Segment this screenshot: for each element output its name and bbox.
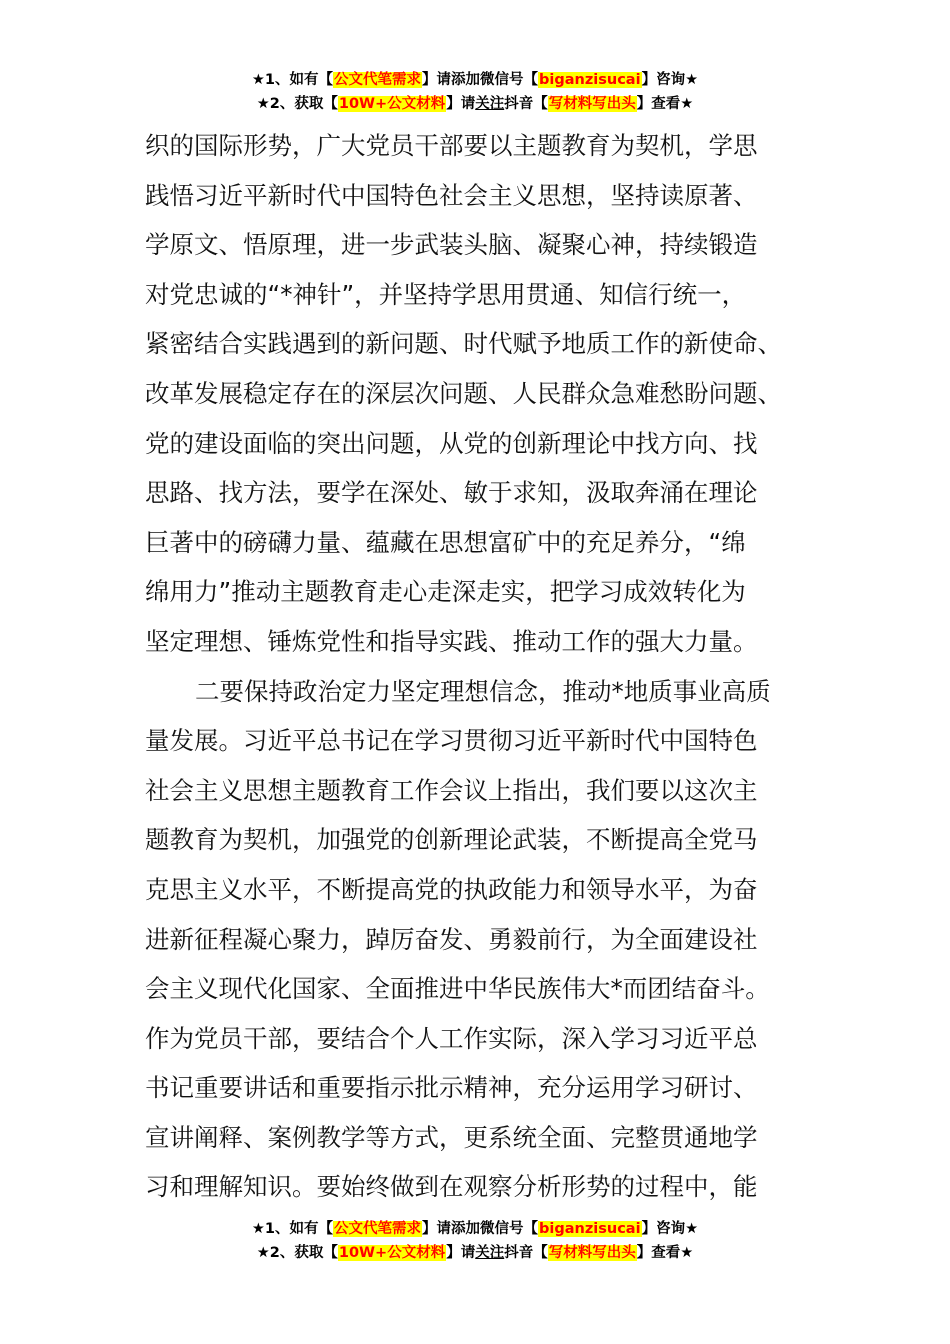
banner-line-2 (0, 1241, 950, 1265)
banner-text: 微信号【 (480, 1221, 539, 1237)
banner-text: 抖音【 (504, 96, 548, 112)
text-line: 会主义现代化国家、全面推进中华民族伟大*而团结奋斗。 (145, 974, 770, 1004)
text-line: 践悟习近平新时代中国特色社会主义思想，坚持读原著、 (145, 180, 758, 210)
text-line: 坚定理想、锤炼党性和指导实践、推动工作的强大力量。 (145, 626, 758, 656)
highlight-douyin-account: 写材料写出头 (548, 96, 636, 112)
highlight-service: 公文代笔需求 (334, 72, 422, 88)
highlight-materials: 10W+公文材料 (338, 96, 446, 112)
text-line: 学原文、悟原理，进一步武装头脑、凝聚心神，持续锻造 (145, 230, 758, 260)
text-line: 量发展。习近平总书记在学习贯彻习近平新时代中国特色 (145, 726, 758, 756)
banner-text: 微信号【 (480, 72, 539, 88)
document-body (145, 121, 805, 1212)
text-line: 进新征程凝心聚力，踔厉奋发、勇毅前行，为全面建设社 (145, 924, 758, 954)
banner-text: 】请 (446, 96, 476, 112)
highlight-service: 公文代笔需求 (334, 1221, 422, 1237)
banner-text: 关注 (475, 1245, 505, 1261)
text-line: 习和理解知识。要始终做到在观察分析形势的过程中，能 (145, 1172, 758, 1202)
text-line: 宣讲阐释、案例教学等方式，更系统全面、完整贯通地学 (145, 1122, 758, 1152)
paragraph-start-line: 二要保持政治定力坚定理想信念，推动*地质事业高质 (195, 676, 771, 706)
text-line: 党的建设面临的突出问题，从党的创新理论中找方向、找 (145, 428, 758, 458)
text-line: 巨著中的磅礴力量、蕴藏在思想富矿中的充足养分，“绵 (145, 527, 746, 557)
banner-text: ★1、如有【 (251, 1221, 334, 1237)
text-line: 改革发展稳定存在的深层次问题、人民群众急难愁盼问题、 (145, 378, 782, 408)
banner-text: 加 (465, 72, 481, 88)
text-line: 克思主义水平，不断提高党的执政能力和领导水平，为奋 (145, 874, 758, 904)
banner-line-2 (0, 92, 950, 116)
banner-text: 】请 (446, 1245, 476, 1261)
banner-text: 】查看★ (636, 1245, 694, 1261)
text-line: 织的国际形势，广大党员干部要以主题教育为契机，学思 (145, 131, 758, 160)
banner-text: 】咨询★ (641, 72, 699, 88)
header-banner (0, 68, 950, 116)
highlight-wechat-id: biganzisucai (539, 72, 641, 88)
banner-text: 关注 (475, 96, 505, 112)
text-line: 思路、找方法，要学在深处、敏于求知，汲取奔涌在理论 (145, 478, 758, 508)
highlight-wechat-id: biganzisucai (539, 1221, 641, 1237)
text-line: 题教育为契机，加强党的创新理论武装，不断提高全党马 (145, 825, 758, 855)
banner-text: ★2、获取【 (256, 1245, 338, 1261)
banner-text: ★1、如有【 (251, 72, 334, 88)
banner-line-1 (0, 68, 950, 92)
text-line: 社会主义思想主题教育工作会议上指出，我们要以这次主 (145, 775, 758, 805)
banner-text: 抖音【 (504, 1245, 548, 1261)
text-line: 绵用力”推动主题教育走心走深走实，把学习成效转化为 (145, 577, 746, 607)
banner-text: ★2、获取【 (256, 96, 338, 112)
banner-text: 】查看★ (636, 96, 694, 112)
footer-banner (0, 1217, 950, 1265)
banner-text: 】请添 (422, 1221, 466, 1237)
highlight-douyin-account: 写材料写出头 (548, 1245, 636, 1261)
text-line: 对党忠诚的“*神针”，并坚持学思用贯通、知信行统一， (145, 279, 747, 309)
text-line: 书记重要讲话和重要指示批示精神，充分运用学习研讨、 (145, 1073, 758, 1103)
banner-text: 加 (465, 1221, 481, 1237)
banner-text: 】请添 (422, 72, 466, 88)
banner-text: 】咨询★ (641, 1221, 699, 1237)
text-line: 作为党员干部，要结合个人工作实际，深入学习习近平总 (145, 1023, 758, 1053)
highlight-materials: 10W+公文材料 (338, 1245, 446, 1261)
text-line: 紧密结合实践遇到的新问题、时代赋予地质工作的新使命、 (145, 329, 782, 359)
banner-line-1 (0, 1217, 950, 1241)
